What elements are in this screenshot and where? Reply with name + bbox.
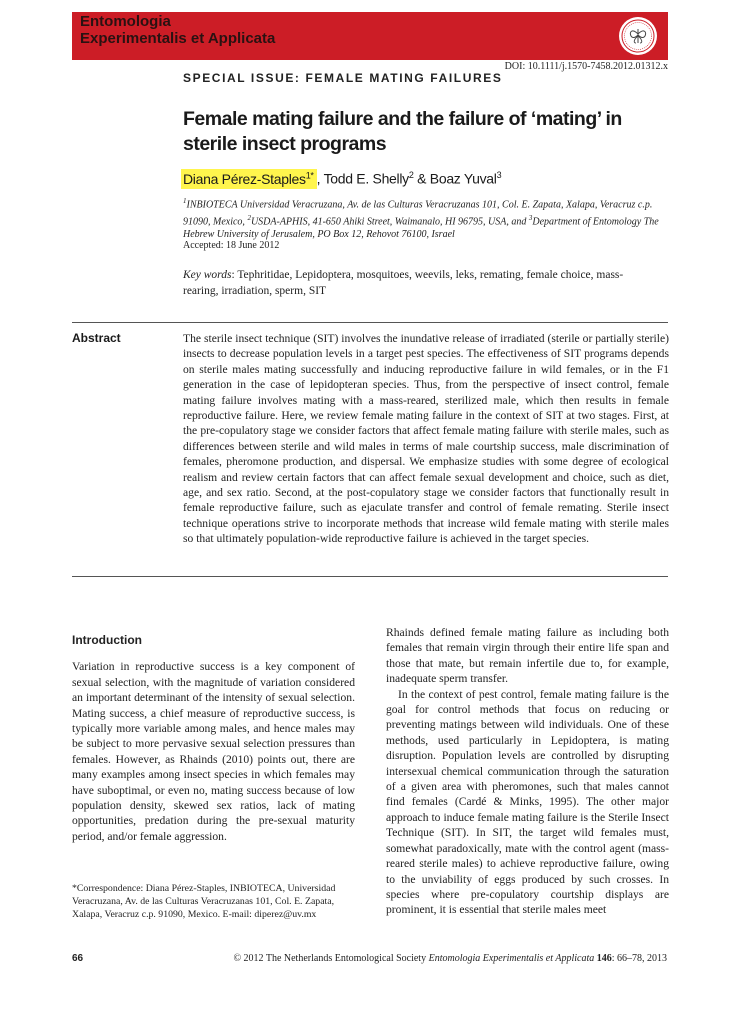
- author-name: Diana Pérez-Staples: [183, 170, 306, 187]
- abstract-top-rule: [72, 322, 668, 323]
- author-affil-mark: 3: [496, 170, 502, 180]
- body-paragraph: Rhainds defined female mating failure as including both females that remain virgin through their entire life span and those that mate, but remain infertile due to, for example, inadequate sperm transfer.: [386, 626, 669, 686]
- author-list: Diana Pérez-Staples$^{1*}$ , Todd E. Shelly$^2$ & Boaz Yuval$^3$: [183, 170, 502, 187]
- author-name: Todd E. Shelly: [323, 170, 409, 187]
- volume: 146: [596, 953, 612, 964]
- article-title: [183, 107, 653, 157]
- author-affil-mark: 2: [408, 170, 414, 180]
- affiliations: [183, 195, 661, 241]
- journal-title-line1: Entomologia: [80, 13, 171, 30]
- journal-title-line2: Experimentalis et Applicata: [80, 30, 276, 47]
- abstract-bottom-rule: [72, 576, 668, 577]
- abstract-text: The sterile insect technique (SIT) involves the inundative release of irradiated (sterile or partially sterile) insects to decrease population levels in a target pest species. The effectiveness of SIT programs depends on sterile males mating successfully and inducing reproductive failure in wild females, or in the F1 generation in the case of lepidopteran species. Thus, from the perspective of insect control, female mating failure involves mating with a mass-reared, sterilized male, which then results in female reproductive failure. Here, we review female mating failure in the context of SIT at two stages. First, at the pre-copulatory stage we consider factors that affect female mating failure with sterile males, such as differences between sterile and wild males in terms of male courtship success, male discrimination of females, pheromone production, and dispersal. We emphasize studies with some degree of ecological realism and review certain factors that can affect female sexual development and choice, such as diet, age, and sex ratio. Second, at the post-copulatory stage we consider factors that functionally result in female reproductive failure, such as ejaculate transfer and control of female remating. Sterile insect technique operations strive to incorporate methods that increase wild female mating with sterile males so that ultimately population-wide reproductive failure is achieved in the target species.: [183, 332, 669, 546]
- affil-mark: 2: [247, 213, 251, 222]
- highlighted-author: [181, 169, 317, 189]
- keywords: [183, 268, 653, 299]
- affiliation-text: INBIOTECA Universidad Veracruzana, Av. de las Culturas Veracruzanas 101, Col. E. Zapata, Xalapa, Veracruz c.p. 91090, Mexico,: [183, 199, 653, 227]
- author-affil-mark: 1: [305, 170, 311, 180]
- affil-mark: 3: [528, 213, 533, 222]
- page-range: : 66–78, 2013: [611, 953, 667, 964]
- society-seal-icon: [618, 16, 658, 56]
- author-name: Boaz Yuval: [429, 170, 497, 187]
- introduction-heading: Introduction: [72, 633, 142, 647]
- journal-name: Entomologia Experimentalis et Applicata: [428, 953, 595, 964]
- correspondence-footnote: *Correspondence: Diana Pérez-Staples, INBIOTECA, Universidad Veracruzana, Av. de las Culturas Veracruzanas 101, Col. E. Zapata, Xalapa, Veracruz c.p. 91090, Mexico. E-mail: diperez@uv.mx: [72, 883, 336, 920]
- abstract-label: Abstract: [72, 331, 121, 345]
- section-label: SPECIAL ISSUE: FEMALE MATING FAILURES: [183, 71, 503, 85]
- body-left-column: [72, 633, 355, 844]
- body-paragraph: Variation in reproductive success is a key component of sexual selection, with the magnitude of variation considered an important determinant of the intensity of sexual selection. Mating success, a chief measure of reproductive success, is typically more variable among males, and hence males may be subject to more pervasive sexual selection pressures than females. However, as Rhainds (2010) points out, there are many examples among insect species in which females may have suboptimal, or even no, mating success because of low population density, skewed sex ratios, lack of mating opportunities, predation during the pre-sexual maturity period, and/or female aggression.: [72, 660, 355, 843]
- article-title-line1: Female mating failure and the failure of ‘mating’ in: [183, 108, 622, 130]
- article-title-line2: sterile insect programs: [183, 133, 387, 155]
- keywords-label: Key words: [183, 269, 232, 281]
- journal-banner: [72, 12, 668, 60]
- author-separator: &: [413, 170, 430, 187]
- affiliation-text: Department of Entomology The Hebrew University of Jerusalem, PO Box 12, Rehovot 76100, Israel: [183, 215, 659, 241]
- journal-title: [80, 13, 275, 47]
- accepted-date: Accepted: 18 June 2012: [183, 240, 280, 251]
- page-number: 66: [72, 953, 84, 964]
- body-paragraph: In the context of pest control, female mating failure is the goal for control methods that focus on reducing or preventing matings between wild individuals. One of these methods, used particularly in Lepidoptera, is mating disruption. Population levels are controlled by disrupting intersexual chemical communication through the saturation of a given area with pheromones, such that males cannot find females (Cardé & Minks, 1995). The other major approach to induce female mating failure is the Sterile Insect Technique (SIT). In SIT, the target wild females must, somewhat paradoxically, mate with the control agent (mass-reared sterile males) to achieve reproductive failure, owing to the unviability of eggs produced by such crosses. In species where pre-copulatory courtship displays are prominent, it is essential that sterile males meet: [386, 687, 669, 917]
- body-right-column: [386, 625, 669, 918]
- doi: DOI: 10.1111/j.1570-7458.2012.01312.x: [504, 61, 668, 72]
- copyright-line: [233, 953, 667, 964]
- keywords-list: : Tephritidae, Lepidoptera, mosquitoes, weevils, leks, remating, female choice, mass-rearing, irradiation, sperm, SIT: [183, 269, 624, 297]
- affil-mark: 1: [183, 197, 187, 205]
- affiliation-text: USDA-APHIS, 41-650 Ahiki Street, Waimanalo, HI 96795, USA, and: [250, 215, 529, 227]
- copyright-text: © 2012 The Netherlands Entomological Society: [233, 953, 429, 964]
- corresponding-mark: *: [310, 170, 314, 180]
